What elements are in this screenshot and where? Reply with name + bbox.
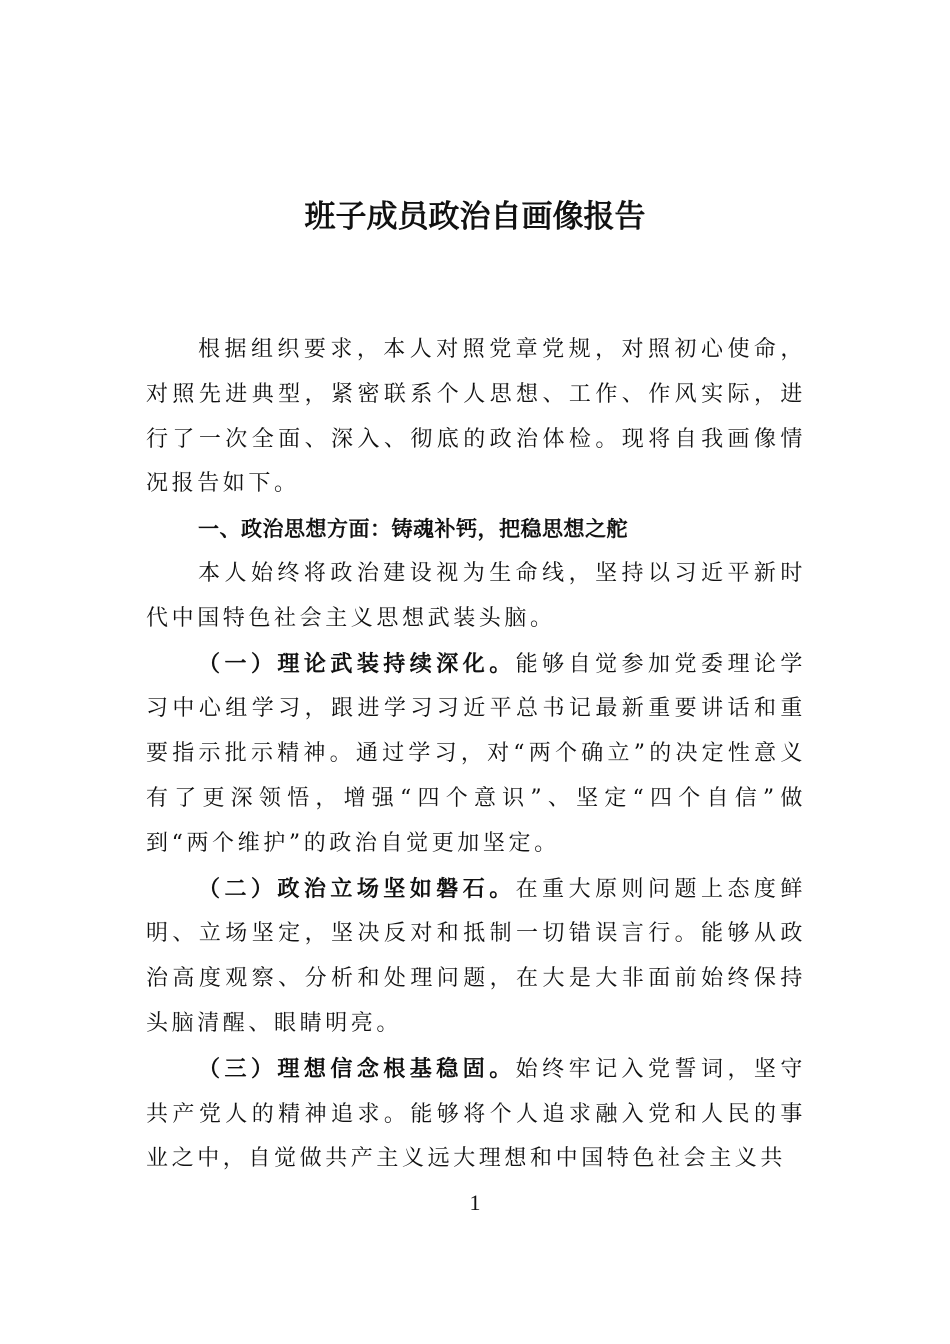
document-title: 班子成员政治自画像报告 [304, 199, 646, 235]
document-body [146, 328, 806, 1182]
page-number: 1 [469, 1190, 481, 1215]
item-lead-3: （三）理想信念根基稳固。 [198, 1055, 516, 1082]
intro-paragraph: 根据组织要求，本人对照党章党规，对照初心使命，对照先进典型，紧密联系个人思想、工作、作风实际，进行了一次全面、深入、彻底的政治体检。现将自我画像情况报告如下。 [146, 337, 806, 497]
item-text-2: 在重大原则问题上态度鲜明、立场坚定，坚决反对和抵制一切错误言行。能够从政治高度观察、分析和处理问题，在大是大非面前始终保持头脑清醒、眼睛明亮。 [146, 876, 806, 1036]
item-lead-1: （一）理论武装持续深化。 [198, 650, 516, 677]
section-summary: 本人始终将政治建设视为生命线，坚持以习近平新时代中国特色社会主义思想武装头脑。 [146, 560, 806, 631]
item-paragraph-1 [146, 642, 806, 867]
item-lead-2: （二）政治立场坚如磐石。 [198, 875, 516, 902]
item-paragraph-3 [146, 1047, 806, 1182]
item-text-3: 始终牢记入党誓词，坚守共产党人的精神追求。能够将个人追求融入党和人民的事业之中，自觉做共产主义远大理想和中国特色社会主义共 [146, 1056, 806, 1172]
section-heading: 一、政治思想方面：铸魂补钙，把稳思想之舵 [198, 517, 628, 542]
item-text-1: 能够自觉参加党委理论学习中心组学习，跟进学习习近平总书记最新重要讲话和重要指示批示精神。通过学习，对“两个确立”的决定性意义有了更深领悟，增强“四个意识”、坚定“四个自信”做到“两个维护”的政治自觉更加坚定。 [146, 651, 806, 856]
item-paragraph-2 [146, 867, 806, 1047]
